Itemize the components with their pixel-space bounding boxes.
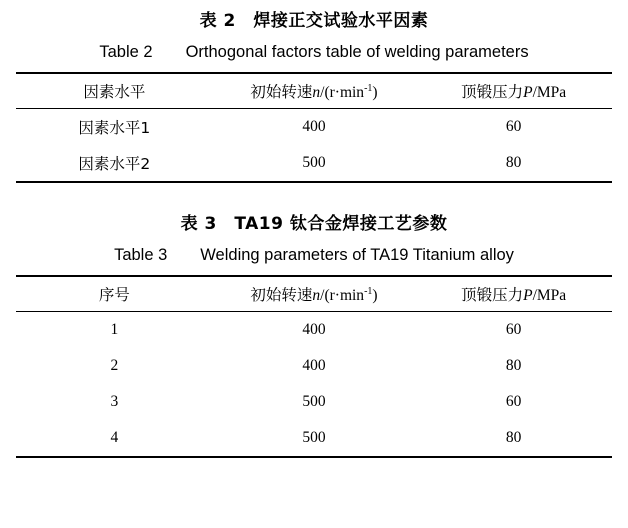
table-2-cell-pressure-1: 60 bbox=[415, 109, 612, 146]
table-3-header-pressure-unit: /MPa bbox=[532, 287, 567, 304]
table-3 bbox=[16, 275, 612, 458]
table-3-header-pressure bbox=[415, 276, 612, 312]
table-2-cell-pressure-2: 80 bbox=[505, 154, 522, 171]
table-2-header-speed-label: 初始转速 bbox=[250, 83, 313, 101]
table-3-header-row bbox=[16, 276, 612, 312]
table-3-header-pressure-label: 顶锻压力 bbox=[461, 286, 524, 304]
table-2-caption-chinese: 表 2 焊接正交试验水平因素 bbox=[199, 11, 429, 31]
table-3-cell-no-2: 2 bbox=[110, 357, 119, 374]
table-3-cell-no-1: 1 bbox=[16, 312, 213, 349]
table-2-header-pressure bbox=[415, 73, 612, 109]
table-3-header-pressure-symbol: P bbox=[523, 287, 533, 304]
table-row bbox=[16, 145, 612, 182]
table-3-cell-speed-1: 400 bbox=[213, 312, 416, 349]
table-2 bbox=[16, 72, 612, 183]
table-2-block bbox=[8, 6, 620, 183]
table-3-header-speed-symbol: n bbox=[312, 287, 321, 304]
table-row bbox=[16, 312, 612, 349]
table-row bbox=[16, 109, 612, 146]
table-2-cell-level-1: 因素水平1 bbox=[16, 109, 213, 146]
table-3-cell-pressure-4: 80 bbox=[505, 429, 522, 446]
table-3-block bbox=[8, 209, 620, 458]
table-3-cell-speed-4: 500 bbox=[302, 429, 326, 446]
table-3-header-speed bbox=[213, 276, 416, 312]
table-row bbox=[16, 348, 612, 384]
table-2-header-speed-symbol: n bbox=[312, 84, 321, 101]
table-3-header-number: 序号 bbox=[16, 276, 213, 312]
table-2-cell-speed-2: 500 bbox=[302, 154, 326, 171]
table-3-header-speed-unit: /(r·min bbox=[320, 287, 365, 304]
table-2-cell-level-2: 因素水平2 bbox=[78, 155, 151, 173]
table-2-header-pressure-symbol: P bbox=[523, 84, 533, 101]
table-2-header-pressure-label: 顶锻压力 bbox=[461, 83, 524, 101]
table-row bbox=[16, 420, 612, 457]
table-3-cell-speed-2: 400 bbox=[302, 357, 326, 374]
table-2-header-speed-paren: ) bbox=[372, 84, 378, 101]
table-row bbox=[16, 384, 612, 420]
table-3-header-speed-exponent: -1 bbox=[364, 285, 373, 297]
table-2-cell-speed-1: 400 bbox=[213, 109, 416, 146]
table-3-cell-pressure-1: 60 bbox=[415, 312, 612, 349]
table-3-cell-pressure-3: 60 bbox=[505, 393, 522, 410]
table-2-header-speed bbox=[213, 73, 416, 109]
table-3-header-speed-paren: ) bbox=[372, 287, 378, 304]
table-2-header-pressure-unit: /MPa bbox=[532, 84, 567, 101]
table-2-header-speed-exponent: -1 bbox=[364, 82, 373, 94]
table-2-header-level: 因素水平 bbox=[16, 73, 213, 109]
table-3-header-speed-label: 初始转速 bbox=[250, 286, 313, 304]
table-3-cell-speed-3: 500 bbox=[302, 393, 326, 410]
table-3-caption-english: Table 3 Welding parameters of TA19 Titanium alloy bbox=[114, 246, 514, 264]
table-2-header-row bbox=[16, 73, 612, 109]
table-3-cell-pressure-2: 80 bbox=[505, 357, 522, 374]
table-2-caption-english: Table 2 Orthogonal factors table of welding parameters bbox=[99, 43, 529, 61]
table-3-cell-no-3: 3 bbox=[110, 393, 119, 410]
table-3-cell-no-4: 4 bbox=[110, 429, 119, 446]
table-2-header-speed-unit: /(r·min bbox=[320, 84, 365, 101]
table-3-caption-chinese: 表 3 TA19 钛合金焊接工艺参数 bbox=[180, 214, 448, 234]
